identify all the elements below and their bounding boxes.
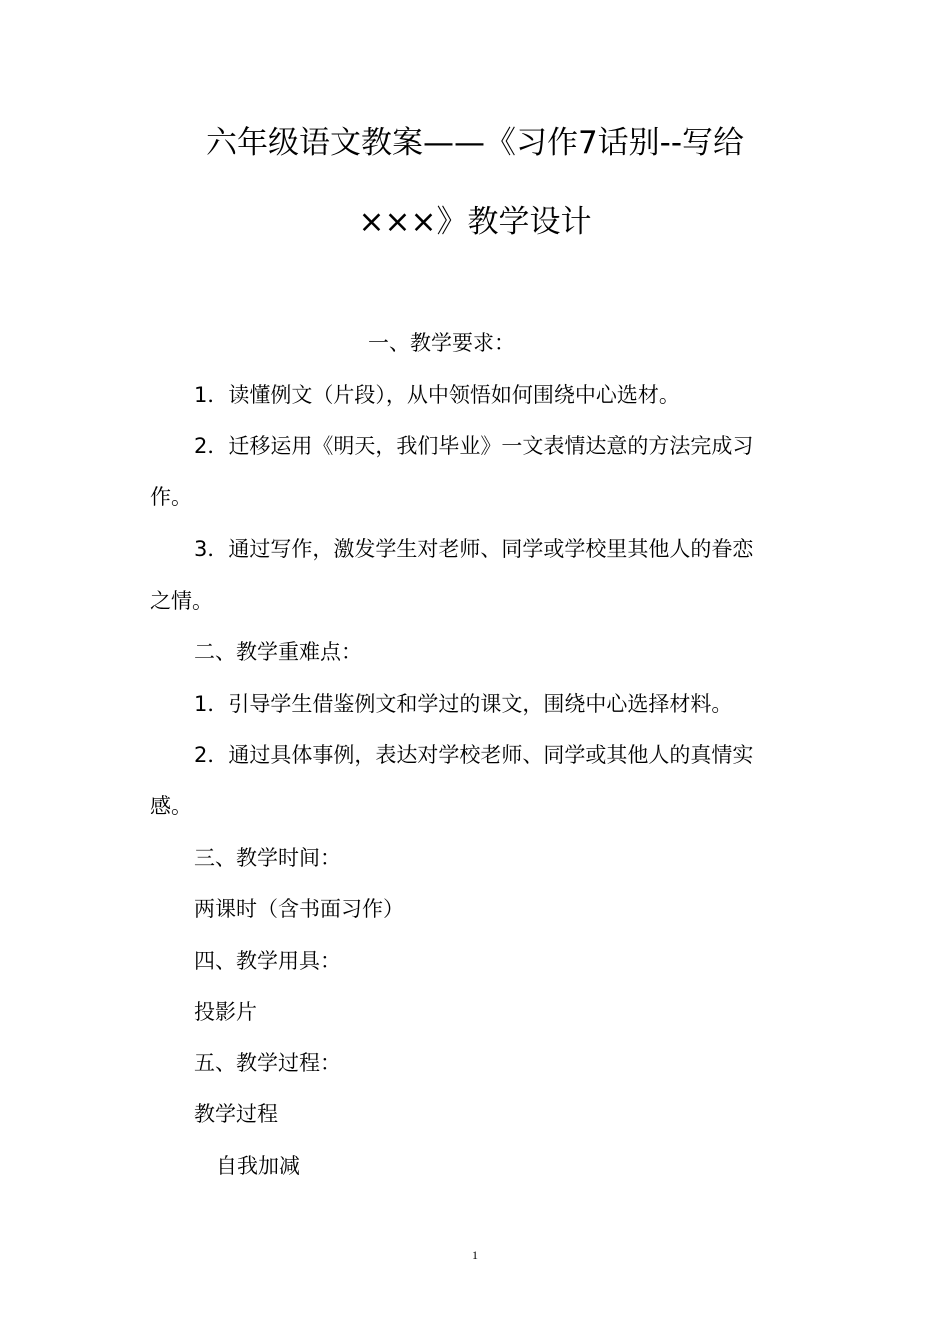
section-heading-requirements: 一、教学要求： [368, 331, 515, 355]
requirement-item-3: 3．通过写作，激发学生对老师、同学或学校里其他人的眷恋 [194, 537, 754, 561]
requirement-item-2-continued: 作。 [150, 485, 192, 509]
requirement-item-3-continued: 之情。 [150, 589, 213, 613]
time-value: 两课时（含书面习作） [194, 897, 404, 921]
key-point-item-2-continued: 感。 [150, 794, 192, 818]
section-heading-process: 五、教学过程： [194, 1051, 341, 1075]
document-title-line-2: ×××》教学设计 [358, 204, 592, 240]
section-heading-tools: 四、教学用具： [194, 949, 341, 973]
key-point-item-2: 2．通过具体事例，表达对学校老师、同学或其他人的真情实 [194, 743, 754, 767]
process-label: 教学过程 [194, 1102, 278, 1126]
page-number: 1 [472, 1248, 478, 1262]
section-heading-time: 三、教学时间： [194, 846, 341, 870]
process-note: 自我加减 [216, 1154, 300, 1178]
section-heading-key-points: 二、教学重难点： [194, 640, 362, 664]
requirement-item-2: 2．迁移运用《明天，我们毕业》一文表情达意的方法完成习 [194, 434, 754, 458]
document-title-line-1: 六年级语文教案——《习作7话别--写给 [205, 125, 745, 161]
key-point-item-1: 1．引导学生借鉴例文和学过的课文，围绕中心选择材料。 [194, 692, 733, 716]
requirement-item-1: 1．读懂例文（片段），从中领悟如何围绕中心选材。 [194, 383, 680, 407]
tools-value: 投影片 [194, 1000, 257, 1024]
